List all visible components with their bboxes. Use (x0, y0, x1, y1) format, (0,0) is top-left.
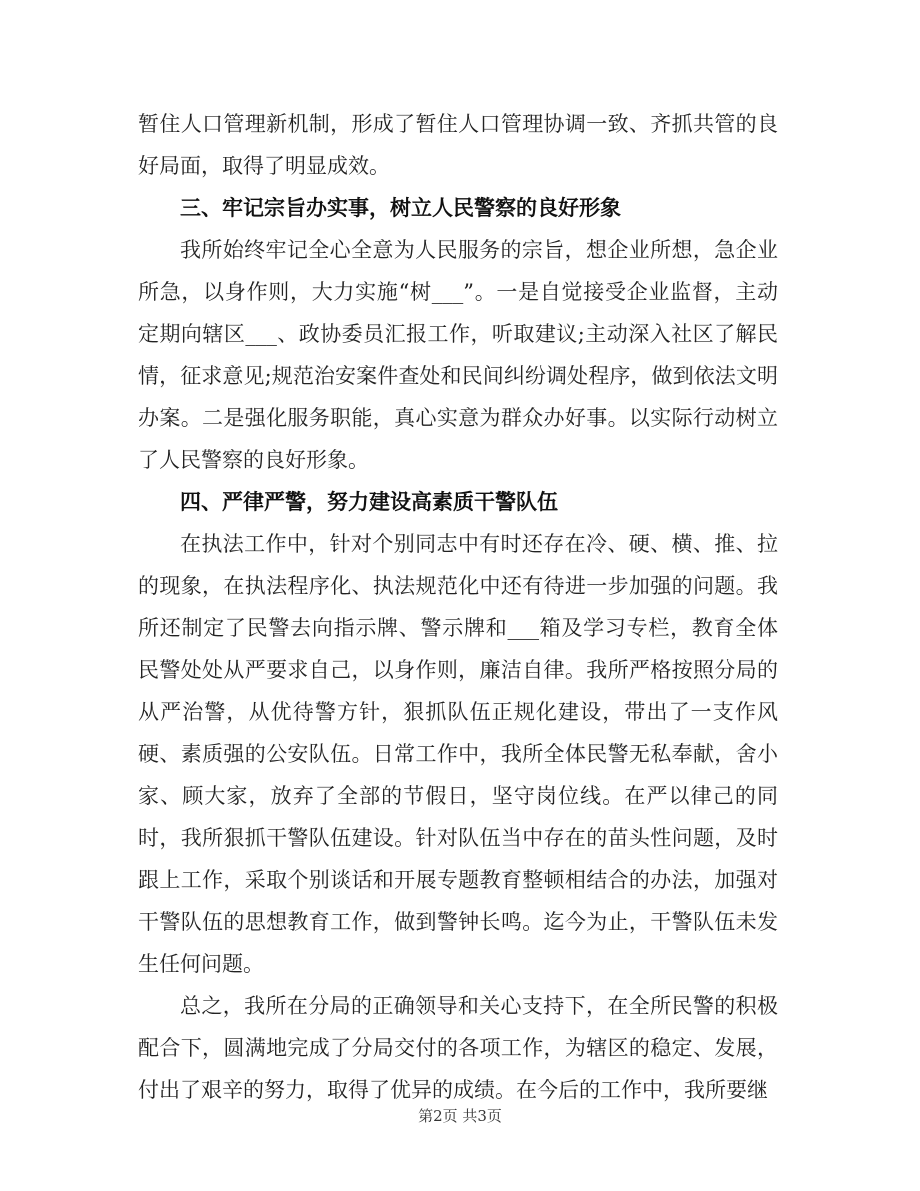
paragraph-conclusion: 总之，我所在分局的正确领导和关心支持下，在全所民警的积极配合下，圆满地完成了分局交付的各项工作，为辖区的稳定、发展，付出了艰辛的努力，取得了优异的成绩。在今后的工作中，我所要继 (138, 994, 778, 1102)
section-heading-3: 三、牢记宗旨办实事，树立人民警察的良好形象 (180, 195, 621, 220)
section-heading-4: 四、严律严警，努力建设高素质干警队伍 (180, 489, 558, 514)
paragraph-section-4: 在执法工作中，针对个别同志中有时还存在冷、硬、横、推、拉的现象，在执法程序化、执法规范化中还有待进一步加强的问题。我所还制定了民警去向指示牌、警示牌和___箱及学习专栏，教育全体民警处处从严要求自己，以身作则，廉洁自律。我所严格按照分局的从严治警，从优待警方针，狠抓队伍正规化建设，带出了一支作风硬、素质强的公安队伍。日常工作中，我所全体民警无私奉献，舍小家、顾大家，放弃了全部的节假日，坚守岗位线。在严以律己的同时，我所狠抓干警队伍建设。针对队伍当中存在的苗头性问题，及时跟上工作，采取个别谈话和开展专题教育整顿相结合的办法，加强对干警队伍的思想教育工作，做到警钟长鸣。迄今为止，干警队伍未发生任何问题。 (138, 532, 778, 976)
document-body (138, 103, 778, 1111)
paragraph-continuation: 暂住人口管理新机制，形成了暂住人口管理协调一致、齐抓共管的良好局面，取得了明显成效。 (138, 112, 778, 178)
page-number-footer: 第2页 共3页 (418, 1107, 502, 1125)
paragraph-section-3: 我所始终牢记全心全意为人民服务的宗旨，想企业所想，急企业所急，以身作则，大力实施“树___”。一是自觉接受企业监督，主动定期向辖区___、政协委员汇报工作，听取建议;主动深入社区了解民情，征求意见;规范治安案件查处和民间纠纷调处程序，做到依法文明办案。二是强化服务职能，真心实意为群众办好事。以实际行动树立了人民警察的良好形象。 (138, 238, 778, 472)
